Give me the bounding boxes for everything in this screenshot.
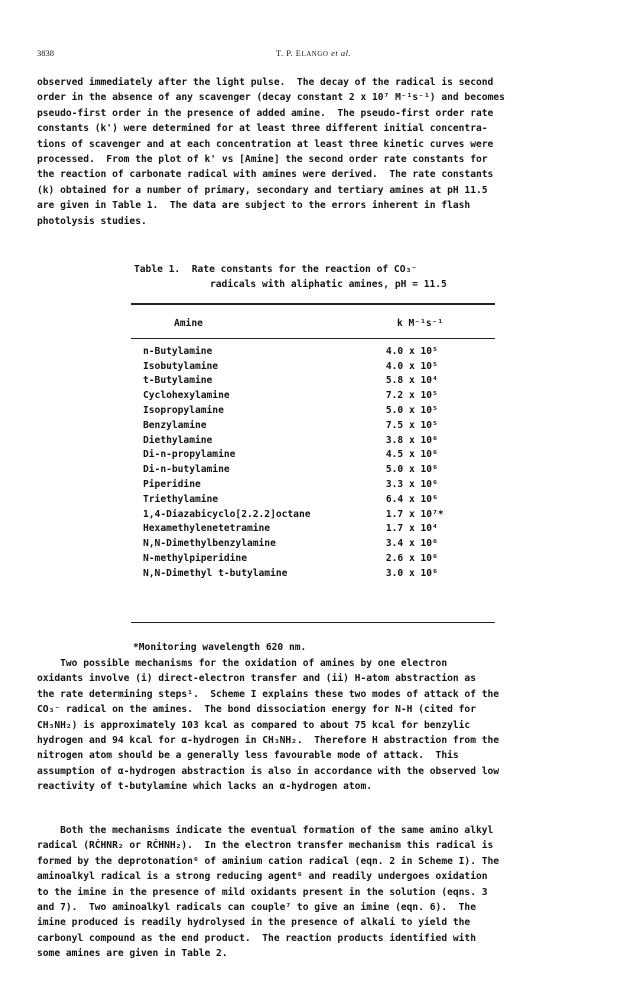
- text-line: processed. From the plot of k' vs [Amine] the second order rate constants for: [37, 154, 488, 166]
- page-number: 3838: [37, 48, 54, 58]
- table-row: [131, 507, 495, 522]
- text-line: imine produced is readily hydrolysed in the presence of alkali to yield the: [37, 917, 471, 929]
- caption-line-1: Table 1. Rate constants for the reaction of CO₃⁻: [134, 264, 418, 275]
- column-header-amine: Amine: [174, 318, 203, 329]
- rate-constant: 3.8 x 10⁶: [385, 434, 438, 446]
- amine-name: Diethylamine: [143, 434, 213, 446]
- rate-constant: 3.3 x 10⁶: [385, 479, 438, 491]
- text-line: assumption of α-hydrogen abstraction is also in accordance with the observed low: [37, 765, 500, 777]
- table-bottom-rule: [131, 622, 495, 623]
- table-footnote: *Monitoring wavelength 620 nm.: [133, 642, 307, 653]
- rate-constant: 1.7 x 10⁴: [385, 523, 438, 535]
- table-row: [131, 359, 495, 374]
- rate-constant: 1.7 x 10⁷*: [385, 508, 444, 520]
- rate-constant: 5.0 x 10⁵: [385, 405, 438, 417]
- table-row: [131, 566, 495, 581]
- paragraph-2: [37, 656, 597, 795]
- amine-name: n-Butylamine: [143, 345, 213, 357]
- text-line: oxidants involve (i) direct-electron transfer and (ii) H-atom abstraction as: [37, 673, 476, 685]
- caption-line-2: radicals with aliphatic amines, pH = 11.5: [210, 279, 447, 290]
- table-row: [131, 477, 495, 492]
- rate-constant: 4.0 x 10⁵: [385, 345, 438, 357]
- amine-name: N,N-Dimethyl t-butylamine: [143, 567, 288, 579]
- column-header-k: k M⁻¹s⁻¹: [397, 318, 444, 329]
- table-row: [131, 462, 495, 477]
- text-line: pseudo-first order in the presence of added amine. The pseudo-first order rate: [37, 107, 494, 119]
- text-line: CH₃NH₂) is approximately 103 kcal as compared to about 75 kcal for benzylic: [37, 719, 471, 731]
- rate-constant: 3.4 x 10⁶: [385, 538, 438, 550]
- text-line: and 7). Two aminoalkyl radicals can couple⁷ to give an imine (eqn. 6). The: [37, 902, 476, 914]
- table-row: [131, 433, 495, 448]
- table-row: [131, 374, 495, 389]
- amine-name: Hexamethylenetetramine: [143, 523, 271, 535]
- table-header-rule: [131, 338, 495, 339]
- paragraph-1: [37, 75, 597, 229]
- rate-constant: 4.5 x 10⁶: [385, 449, 438, 461]
- page-header: [37, 48, 590, 62]
- table-top-rule: [131, 303, 495, 305]
- rate-constant: 5.8 x 10⁴: [385, 375, 438, 387]
- text-line: observed immediately after the light pulse. The decay of the radical is second: [37, 77, 494, 88]
- amine-name: Cyclohexylamine: [143, 390, 230, 402]
- paragraph-3: [37, 823, 597, 962]
- text-line: order in the absence of any scavenger (decay constant 2 x 10⁷ M⁻¹s⁻¹) and becomes: [37, 92, 505, 104]
- amine-name: Di-n-propylamine: [143, 449, 236, 461]
- rate-constant: 5.0 x 10⁶: [385, 464, 438, 476]
- text-line: reactivity of t-butylamine which lacks an α-hydrogen atom.: [37, 781, 373, 793]
- text-line: the reaction of carbonate radical with amines were derived. The rate constants: [37, 169, 494, 181]
- amine-name: Isopropylamine: [143, 405, 224, 417]
- table-row: [131, 492, 495, 507]
- table-caption: [134, 262, 447, 292]
- amine-name: Piperidine: [143, 479, 201, 491]
- text-line: nitrogen atom should be a generally less favourable mode of attack. This: [37, 750, 459, 762]
- amine-name: 1,4-Diazabicyclo[2.2.2]octane: [143, 508, 311, 520]
- amine-name: N-methylpiperidine: [143, 553, 247, 565]
- amine-name: Triethylamine: [143, 493, 219, 505]
- text-line: to the imine in the presence of mild oxidants present in the solution (eqns. 3: [37, 886, 488, 898]
- text-line: the rate determining steps¹. Scheme I explains these two modes of attack of the: [37, 688, 500, 700]
- rate-constant: 4.0 x 10⁵: [385, 360, 438, 372]
- text-line: are given in Table 1. The data are subject to the errors inherent in flash: [37, 200, 471, 212]
- text-line: Both the mechanisms indicate the eventual formation of the same amino alkyl: [37, 825, 494, 836]
- table-row: [131, 536, 495, 551]
- amine-name: Di-n-butylamine: [143, 464, 230, 476]
- text-line: tions of scavenger and at each concentration at least three kinetic curves were: [37, 138, 494, 150]
- text-line: CO₃⁻ radical on the amines. The bond dissociation energy for N-H (cited for: [37, 704, 476, 716]
- text-line: aminoalkyl radical is a strong reducing agent⁶ and readily undergoes oxidation: [37, 871, 488, 883]
- text-line: photolysis studies.: [37, 215, 147, 227]
- text-line: constants (k') were determined for at least three different initial concentra-: [37, 123, 488, 135]
- rate-constant: 7.2 x 10⁵: [385, 390, 438, 402]
- rate-constant: 2.6 x 10⁶: [385, 553, 438, 565]
- table-row: [131, 551, 495, 566]
- amine-name: Benzylamine: [143, 419, 207, 431]
- rate-constant: 6.4 x 10⁶: [385, 493, 438, 505]
- amine-name: N,N-Dimethylbenzylamine: [143, 538, 276, 550]
- text-line: hydrogen and 94 kcal for α-hydrogen in CH₃NH₂. Therefore H abstraction from the: [37, 735, 500, 747]
- table-row: [131, 388, 495, 403]
- table-row: [131, 344, 495, 359]
- rate-constant: 7.5 x 10⁵: [385, 419, 438, 431]
- table-row: [131, 418, 495, 433]
- rate-constants-table: [131, 344, 495, 581]
- running-head: T. P. ELANGO et al.: [275, 48, 352, 58]
- text-line: formed by the deprotonation⁶ of aminium cation radical (eqn. 2 in Scheme I). The: [37, 855, 500, 867]
- text-line: some amines are given in Table 2.: [37, 948, 228, 960]
- text-line: (k) obtained for a number of primary, secondary and tertiary amines at pH 11.5: [37, 184, 488, 196]
- text-line: Two possible mechanisms for the oxidation of amines by one electron: [37, 658, 448, 669]
- amine-name: t-Butylamine: [143, 375, 213, 387]
- table-row: [131, 522, 495, 537]
- text-line: radical (RĊHNR₂ or RĊHNH₂). In the electron transfer mechanism this radical is: [37, 840, 494, 852]
- table-row: [131, 403, 495, 418]
- table-row: [131, 448, 495, 463]
- amine-name: Isobutylamine: [143, 360, 219, 372]
- rate-constant: 3.0 x 10⁶: [385, 567, 438, 579]
- text-line: carbonyl compound as the end product. The reaction products identified with: [37, 932, 476, 944]
